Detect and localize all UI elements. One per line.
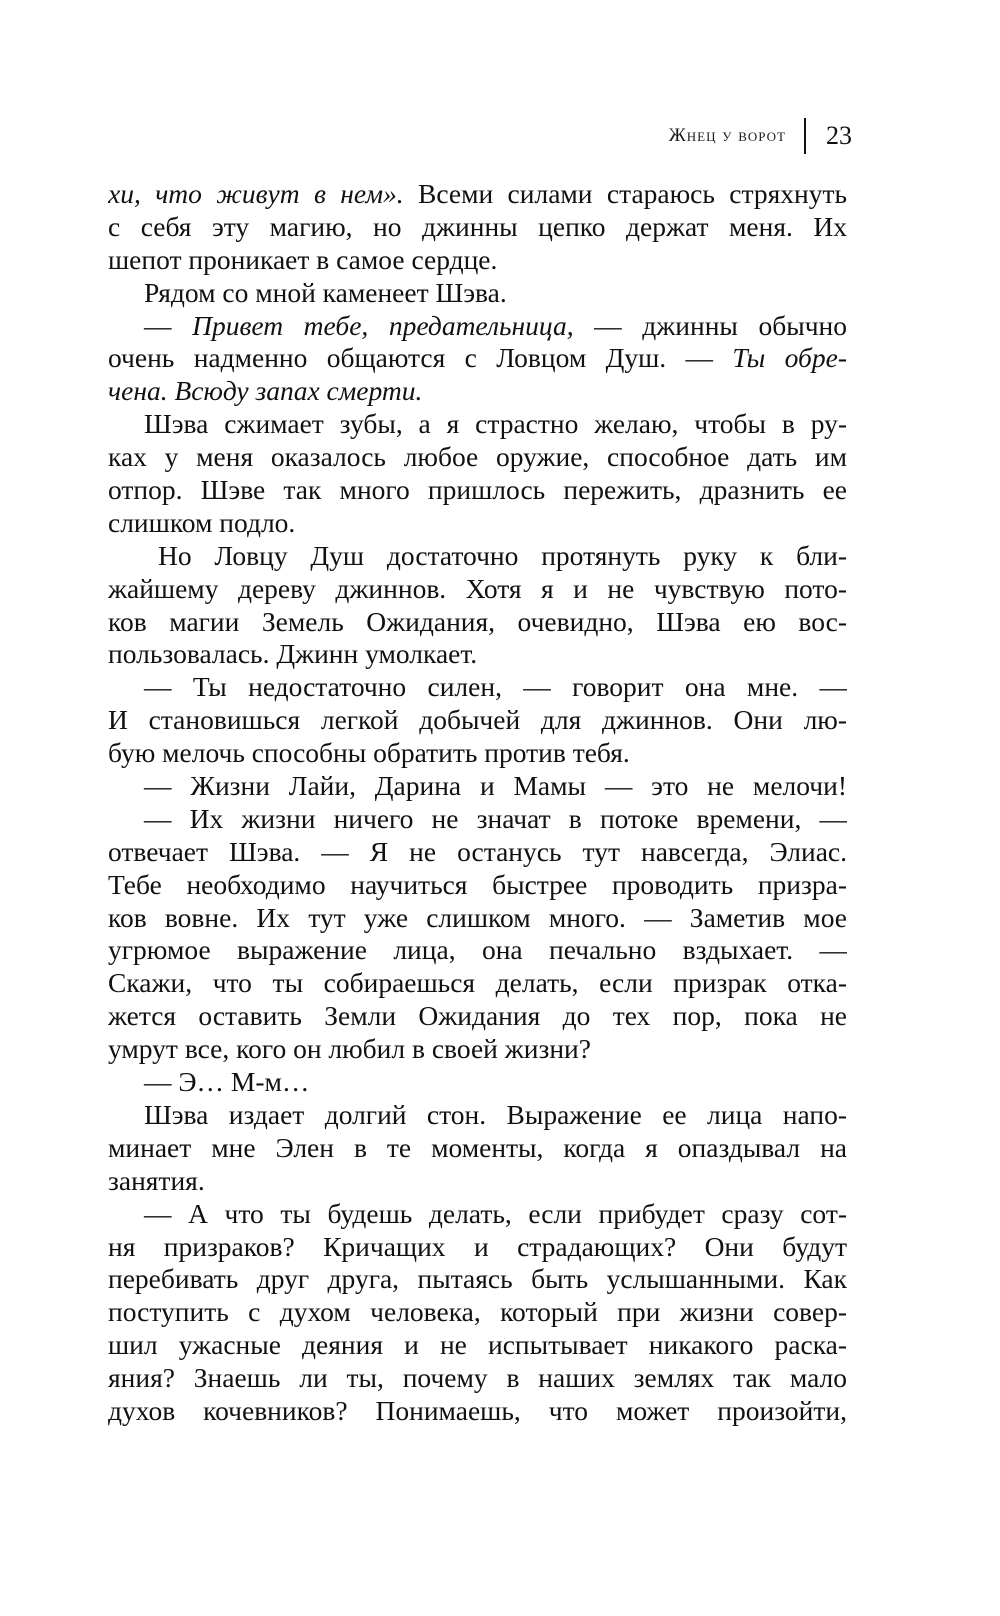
text-span: жется оставить Земли Ожидания до тех пор, пока не — [108, 1000, 847, 1032]
text-line — [108, 803, 847, 836]
text-span: отпор. Шэве так много пришлось пережить, дразнить ее — [108, 474, 847, 506]
text-span: ков вовне. Их тут уже слишком много. — Заметив мое — [108, 901, 847, 933]
text-line — [108, 704, 847, 737]
text-span: перебивать друг друга, пытаясь быть услышанными. Как — [108, 1263, 847, 1295]
text-line — [108, 1231, 847, 1264]
text-span: ках у меня оказалось любое оружие, способное дать им — [108, 441, 847, 473]
text-line — [108, 902, 847, 935]
text-span: Шэва сжимает зубы, а я страстно желаю, чтобы в ру- — [144, 408, 847, 440]
text-line — [108, 836, 847, 869]
text-line — [108, 770, 847, 803]
text-line — [108, 869, 847, 902]
text-span: слишком подло. — [108, 506, 296, 538]
text-span: Скажи, что ты собираешься делать, если призрак отка- — [108, 967, 847, 999]
text-span: И становишься легкой добычей для джиннов. Они лю- — [108, 704, 847, 736]
text-span: ня призраков? Кричащих и страдающих? Они будут — [108, 1230, 847, 1262]
text-line — [108, 310, 847, 343]
page-header — [669, 116, 852, 156]
text-line — [108, 573, 847, 606]
text-line — [108, 1165, 847, 1198]
text-line — [108, 1362, 847, 1395]
text-span: — Жизни Лайи, Дарина и Мамы — это не мелочи! — [144, 770, 847, 802]
text-span: поступить с духом человека, который при жизни совер- — [108, 1296, 847, 1328]
text-span: — А что ты будешь делать, если прибудет сразу сот- — [144, 1197, 847, 1229]
text-span: — джинны обычно — [573, 309, 847, 341]
text-line — [108, 671, 847, 704]
page-number: 23 — [826, 121, 852, 150]
text-line — [108, 277, 847, 310]
body-text — [108, 178, 847, 1428]
text-line — [108, 408, 847, 441]
text-line — [108, 606, 847, 639]
italic-text-span: хи, что живут в нем». — [108, 178, 404, 209]
text-line — [108, 474, 847, 507]
text-line — [108, 1296, 847, 1329]
running-title: Жнец у ворот — [668, 125, 786, 146]
text-line — [108, 244, 847, 277]
text-line — [108, 1198, 847, 1231]
text-span: Но Ловцу Душ достаточно протянуть руку к бли- — [158, 539, 847, 571]
text-span: угрюмое выражение лица, она печально вздыхает. — — [108, 934, 847, 966]
text-line — [108, 967, 847, 1000]
text-span: жайшему дереву джиннов. Хотя я и не чувствую пото- — [108, 572, 847, 604]
text-span: Тебе необходимо научиться быстрее проводить призра- — [108, 868, 847, 900]
text-span: — Э… М-м… — [144, 1066, 310, 1098]
text-line — [108, 178, 847, 211]
text-line — [108, 1329, 847, 1362]
italic-text-span: Ты обре- — [732, 342, 847, 374]
text-line — [108, 1000, 847, 1033]
text-line — [108, 934, 847, 967]
text-span: Рядом со мной каменеет Шэва. — [144, 276, 507, 308]
text-span: бую мелочь способны обратить против тебя. — [108, 737, 630, 769]
text-line — [108, 1395, 847, 1428]
text-line — [108, 1066, 847, 1099]
text-span: Всеми силами стараюсь стряхнуть — [403, 178, 847, 209]
text-span: духов кочевников? Понимаешь, что может произойти, — [108, 1394, 847, 1426]
text-line — [108, 1263, 847, 1296]
text-line — [108, 211, 847, 244]
text-span: Шэва издает долгий стон. Выражение ее лица напо- — [144, 1098, 847, 1130]
text-span: яния? Знаешь ли ты, почему в наших землях так мало — [108, 1362, 847, 1394]
text-span: с себя эту магию, но джинны цепко держат меня. Их — [108, 210, 847, 242]
text-span: — Их жизни ничего не значат в потоке времени, — — [144, 802, 847, 834]
text-line — [108, 1132, 847, 1165]
text-line — [108, 1033, 847, 1066]
text-span: шил ужасные деяния и не испытывает никакого раска- — [108, 1329, 847, 1361]
text-span: умрут все, кого он любил в своей жизни? — [108, 1033, 591, 1065]
text-span: очень надменно общаются с Ловцом Душ. — — [108, 342, 733, 374]
italic-text-span: Привет тебе, предательница, — [192, 309, 574, 341]
text-line — [108, 342, 847, 375]
text-span: — Ты недостаточно силен, — говорит она мне. — — [144, 671, 847, 703]
text-line — [108, 638, 847, 671]
text-line — [108, 507, 847, 540]
text-line — [108, 1099, 847, 1132]
text-span: — — [144, 309, 193, 341]
text-line — [108, 540, 847, 573]
text-line — [108, 441, 847, 474]
text-span: занятия. — [108, 1164, 205, 1196]
text-line — [108, 737, 847, 770]
text-span: пользовалась. Джинн умолкает. — [108, 638, 478, 670]
text-span: шепот проникает в самое сердце. — [108, 243, 498, 275]
italic-text-span: чена. Всюду запах смерти. — [108, 375, 423, 407]
text-line — [108, 375, 847, 408]
text-span: ков магии Земель Ожидания, очевидно, Шэва ею вос- — [108, 605, 847, 637]
text-span: отвечает Шэва. — Я не останусь тут навсегда, Элиас. — [108, 835, 847, 867]
text-span: минает мне Элен в те моменты, когда я опаздывал на — [108, 1131, 847, 1163]
